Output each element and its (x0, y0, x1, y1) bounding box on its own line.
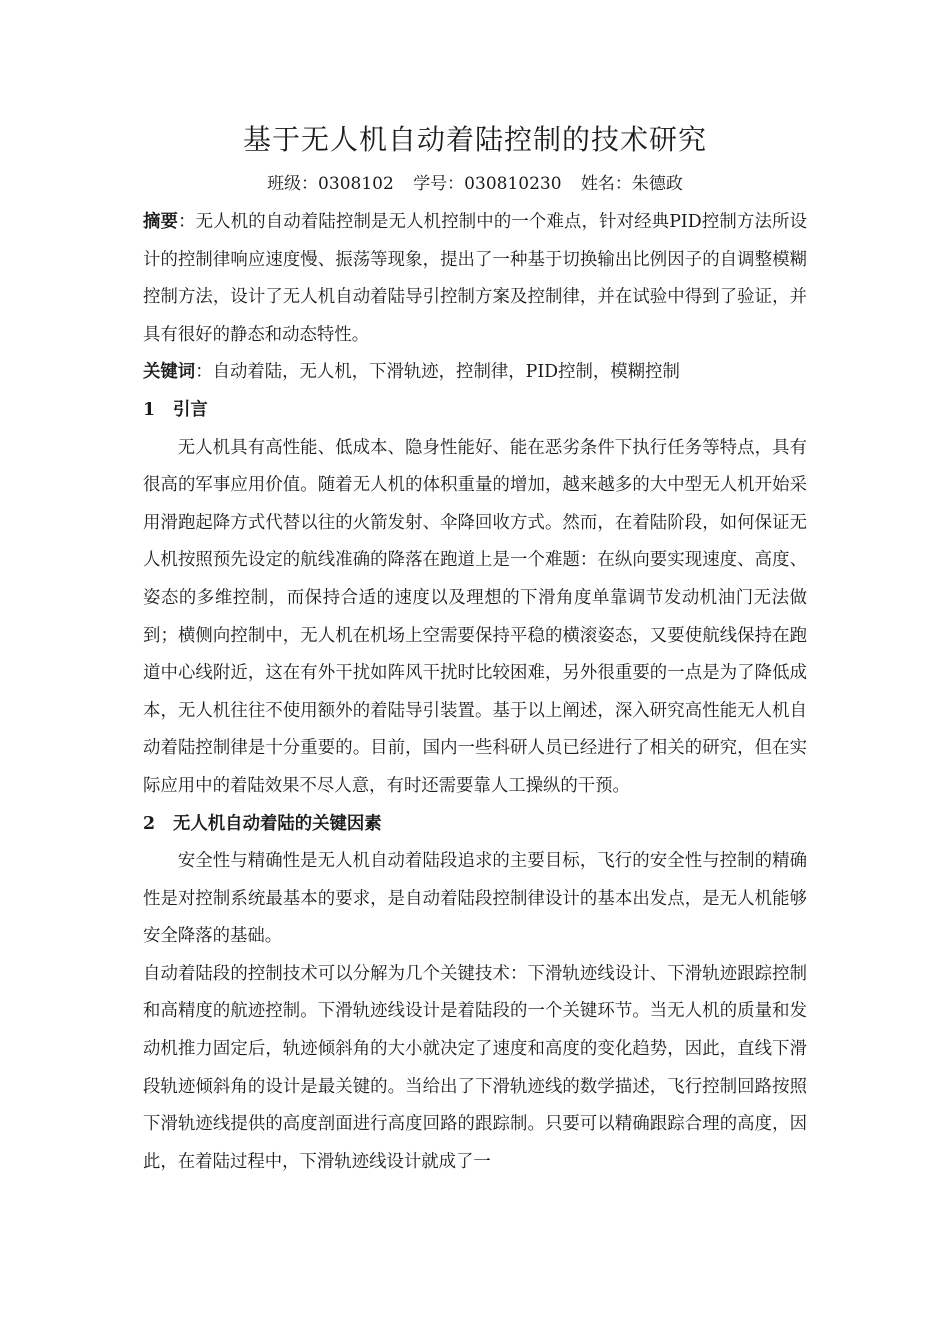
keywords (143, 354, 807, 392)
section-1-number: 1 (143, 399, 156, 420)
section-1-title: 引言 (173, 399, 208, 420)
section-2-title: 无人机自动着陆的关键因素 (173, 813, 382, 834)
abstract (143, 204, 807, 354)
document-body (143, 204, 807, 1181)
section-2-number: 2 (143, 813, 156, 834)
section-2-paragraph-2: 自动着陆段的控制技术可以分解为几个关键技术：下滑轨迹线设计、下滑轨迹跟踪控制和高精度的航迹控制。下滑轨迹线设计是着陆段的一个关键环节。当无人机的质量和发动机推力固定后，轨迹倾斜角的大小就决定了速度和高度的变化趋势，因此，直线下滑段轨迹倾斜角的设计是最关键的。当给出了下滑轨迹线的数学描述，飞行控制回路按照下滑轨迹线提供的高度剖面进行高度回路的跟踪制。只要可以精确跟踪合理的高度，因此，在着陆过程中，下滑轨迹线设计就成了一 (143, 963, 807, 1172)
keywords-label: 关键词 (143, 362, 196, 383)
abstract-text: ：无人机的自动着陆控制是无人机控制中的一个难点，针对经典PID控制方法所设计的控制律响应速度慢、振荡等现象，提出了一种基于切换输出比例因子的自调整模糊控制方法，设计了无人机自动着陆导引控制方案及控制律，并在试验中得到了验证，并具有很好的静态和动态特性。 (143, 212, 807, 345)
author-name: 姓名：朱德政 (580, 174, 683, 194)
author-info (0, 170, 950, 198)
abstract-label: 摘要 (143, 212, 179, 232)
section-1-heading (143, 392, 807, 430)
student-id: 学号：030810230 (413, 174, 562, 194)
section-1-paragraph: 无人机具有高性能、低成本、隐身性能好、能在恶劣条件下执行任务等特点，具有很高的军事应用价值。随着无人机的体积重量的增加，越来越多的大中型无人机开始采用滑跑起降方式代替以往的火箭发射、伞降回收方式。然而，在着陆阶段，如何保证无人机按照预先设定的航线准确的降落在跑道上是一个难题：在纵向要实现速度、高度、姿态的多维控制，而保持合适的速度以及理想的下滑角度单靠调节发动机油门无法做到；横侧向控制中，无人机在机场上空需要保持平稳的横滚姿态，又要使航线保持在跑道中心线附近，这在有外干扰如阵风干扰时比较困难，另外很重要的一点是为了降低成本，无人机往往不使用额外的着陆导引装置。基于以上阐述，深入研究高性能无人机自动着陆控制律是十分重要的。目前，国内一些科研人员已经进行了相关的研究，但在实际应用中的着陆效果不尽人意，有时还需要靠人工操纵的干预。 (143, 437, 807, 796)
keywords-text: ：自动着陆，无人机，下滑轨迹，控制律，PID控制，模糊控制 (195, 362, 680, 383)
class-label: 班级：0308102 (267, 174, 394, 194)
section-2-paragraph-1: 安全性与精确性是无人机自动着陆段追求的主要目标，飞行的安全性与控制的精确性是对控制系统最基本的要求，是自动着陆段控制律设计的基本出发点，是无人机能够安全降落的基础。 (143, 851, 807, 947)
page-title: 基于无人机自动着陆控制的技术研究 (242, 123, 707, 156)
section-2-heading (143, 806, 807, 844)
